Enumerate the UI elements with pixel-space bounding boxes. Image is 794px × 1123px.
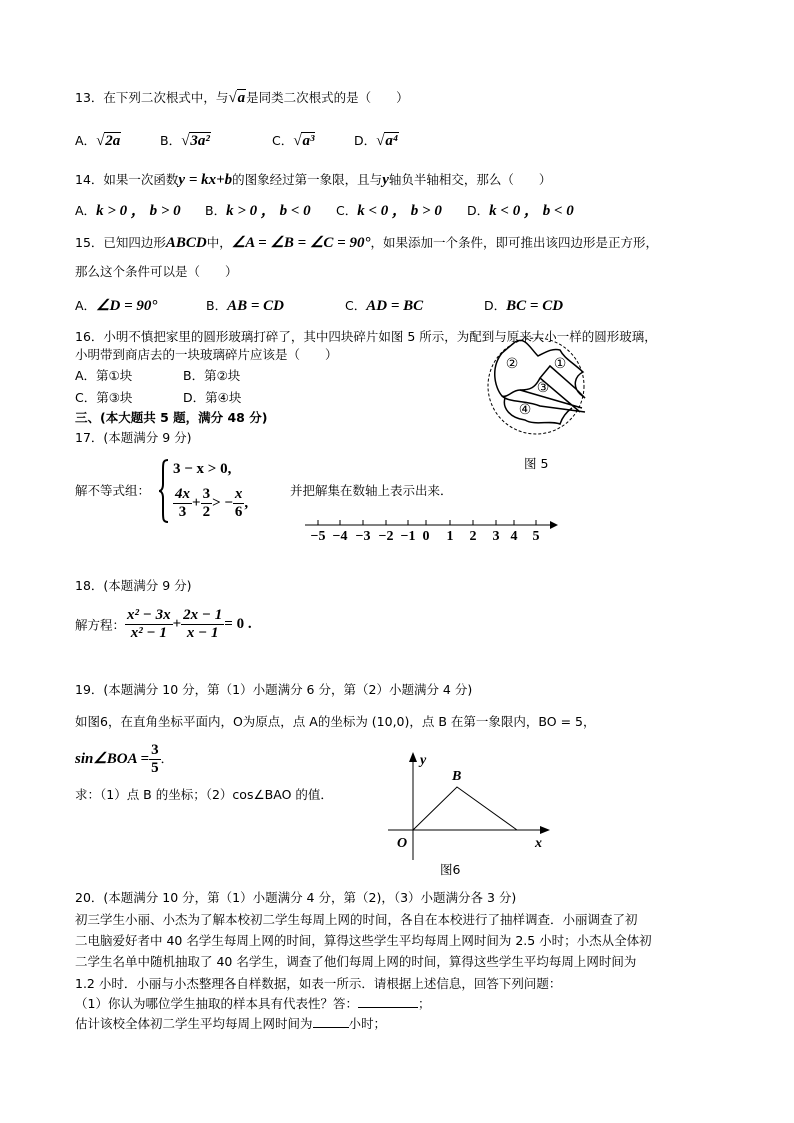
q18-header: 18．(本题满分 9 分) (75, 578, 192, 593)
q13-text: 13．在下列二次根式中，与 (75, 90, 229, 105)
y-label: y (420, 753, 427, 768)
q14-option-c: C．k < 0 ， b > 0 (336, 203, 442, 219)
figure-5-broken-glass (480, 328, 595, 448)
q13-stem: 13．在下列二次根式中，与√a是同类二次根式的是（ ） (75, 90, 409, 106)
tick-label: 2 (469, 529, 477, 544)
q16-stem: 16．小明不慎把家里的圆形玻璃打碎了，其中四块碎片如图 5 所示，为配到与原来大小一样的圆形玻璃， (75, 329, 657, 344)
q20-header: 20．(本题满分 10 分，第（1）小题满分 4 分，第（2)，（3）小题满分各 3 分) (75, 890, 517, 905)
q17-prefix: 解不等式组： (75, 483, 151, 498)
q18-equation: 解方程： $\frac{\text{x² − 3x}}{\text{x² − 1}}$ + $\frac{2x - 1}{x - 1}$ = 0 . (75, 607, 252, 641)
tick-label: 5 (532, 529, 540, 544)
figure-6-caption: 图6 (440, 862, 461, 877)
section-3-heading: 三、(本大题共 5 题，满分 48 分) (75, 410, 268, 425)
q16-option-c: C．第③块 (75, 390, 133, 405)
piece-4-label: ④ (518, 402, 532, 418)
q16-stem-line2: 小明带到商店去的一块玻璃碎片应该是（ ） (75, 347, 338, 362)
tick-label: −1 (400, 529, 416, 544)
q19-sin: sin∠BOA = $\frac{3}{5}$ ． (75, 742, 174, 776)
q16-options-row1 (75, 367, 240, 385)
figure-5-caption: 图 5 (524, 456, 549, 471)
q19-text: 如图6，在直角坐标平面内，O为原点，点 A的坐标为 (10,0)，点 B 在第一象限内，BO = 5， (75, 714, 596, 729)
piece-1-label: ① (553, 356, 567, 372)
tick-label: 4 (510, 529, 518, 544)
y-arrow-icon (409, 752, 417, 762)
tick-label: −5 (310, 529, 326, 544)
triangle-obo (413, 787, 517, 830)
q14-stem: 14．如果一次函数y = kx+b的图象经过第一象限，且与y轴负半轴相交，那么（ ） (75, 172, 552, 188)
q20-sub1: （1）你认为哪位学生抽取的样本具有代表性？答： ； (75, 996, 431, 1011)
q16-option-b: B．第②块 (183, 368, 241, 383)
q20-text-line: 二电脑爱好者中 40 名学生每周上网的时间，算得这些学生平均每周上网时间为 2.5 小时；小杰从全体初 (75, 933, 652, 948)
answer-blank[interactable] (313, 1027, 349, 1028)
q15-options (75, 297, 563, 315)
figure-6-coordinate-plane (385, 750, 555, 860)
q19-question: 求：（1）点 B 的坐标；（2）cos∠BAO 的值． (75, 787, 333, 802)
q17-inequality-1: 3 − x > 0, (173, 461, 232, 477)
tick-label: 1 (446, 529, 454, 544)
number-line (300, 515, 565, 545)
x-arrow-icon (540, 826, 550, 834)
q20-text-line: 1.2 小时．小丽与小杰整理各自样数据，如表一所示．请根据上述信息，回答下列问题： (75, 976, 562, 991)
q13-options (75, 132, 399, 150)
q13-radical: a (237, 90, 246, 106)
arrow-icon (550, 521, 558, 529)
q14-options (75, 202, 574, 220)
x-label: x (535, 836, 542, 851)
q14-option-b: B．k > 0 ， b < 0 (205, 203, 311, 219)
q15-stem: 15．已知四边形ABCD中，∠A = ∠B = ∠C = 90°，如果添加一个条件，即可推出该四边形是正方形， (75, 235, 658, 251)
tick-label: 0 (422, 529, 430, 544)
q15-option-b: B．AB = CD (206, 298, 284, 314)
answer-blank[interactable] (358, 1007, 418, 1008)
point-b-label: B (452, 769, 462, 784)
q20-text-line: 初三学生小丽、小杰为了解本校初二学生每周上网的时间，各自在本校进行了抽样调查．小丽调查了初 (75, 912, 638, 927)
q15-option-c: C．AD = BC (345, 298, 424, 314)
tick-label: −4 (332, 529, 348, 544)
q13-option-b: B．√3a² (160, 133, 210, 149)
q14-option-a: A．k > 0 ， b > 0 (75, 203, 181, 219)
q15-stem-line2: 那么这个条件可以是（ ） (75, 264, 238, 279)
q16-option-a: A．第①块 (75, 368, 133, 383)
q13-option-a: A．√2a (75, 133, 121, 149)
q16-options-row2 (75, 389, 241, 407)
q15-option-d: D．BC = CD (484, 298, 564, 314)
q17-suffix: 并把解集在数轴上表示出来． (290, 483, 453, 498)
q13-option-c: C．√a³ (272, 133, 315, 149)
q16-option-d: D．第④块 (183, 390, 242, 405)
q20-text-line: 二学生名单中随机抽取了 40 名学生，调查了他们每周上网的时间，算得这些学生平均每周上网时间为 (75, 954, 637, 969)
q17-inequality-2: $\frac{4x}{3}$ + $\frac{3}{2}$ > − $\frac{x}{6}$ , (175, 486, 249, 520)
q14-option-d: D．k < 0 ， b < 0 (467, 203, 574, 219)
q13-option-d: D．√a⁴ (354, 133, 399, 149)
q20-sub1b: 估计该校全体初二学生平均每周上网时间为 小时； (75, 1016, 387, 1031)
piece-2-label: ② (505, 356, 519, 372)
tick-label: 3 (492, 529, 500, 544)
q15-option-a: A．∠D = 90° (75, 298, 158, 314)
brace (158, 458, 170, 524)
q13-text-end: 是同类二次根式的是（ ） (246, 90, 409, 105)
q19-header: 19．(本题满分 10 分，第（1）小题满分 6 分，第（2）小题满分 4 分) (75, 682, 473, 697)
tick-label: −3 (355, 529, 371, 544)
piece-3-label: ③ (536, 380, 550, 396)
tick-label: −2 (378, 529, 394, 544)
origin-label: O (397, 836, 408, 851)
q17-header: 17．(本题满分 9 分) (75, 430, 192, 445)
